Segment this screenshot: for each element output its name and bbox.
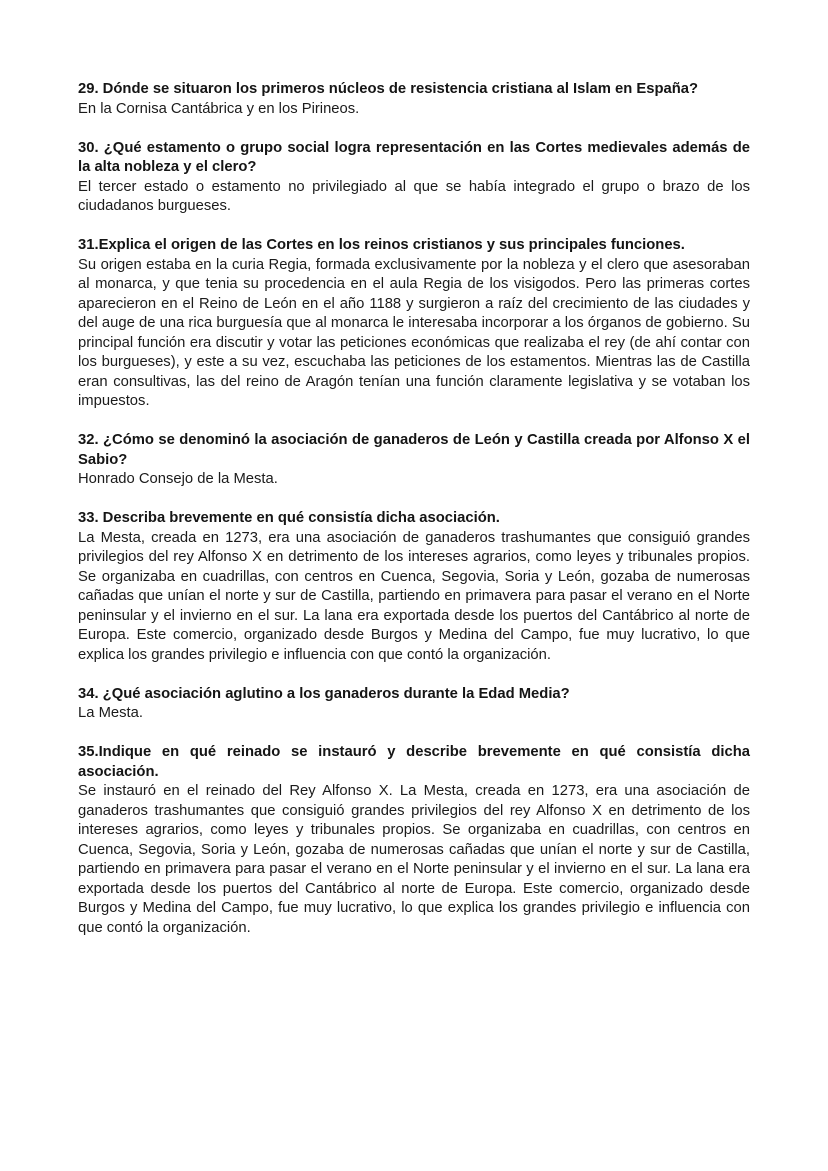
answer-text: La Mesta. [78,705,143,721]
answer-text: En la Cornisa Cantábrica y en los Pirineos. [78,100,360,117]
question-text: 35.Indique en qué reinado se instauró y describe brevemente en qué consistía dicha asociación. [78,744,750,780]
answer-text: La Mesta, creada en 1273, era una asociación de ganaderos trashumantes que consiguió grandes privilegios del rey Alfonso X en detrimento de los intereses agrarios, como leyes y tribunales propios. Se organizaba en cuadrillas, con centros en Cuenca, Segovia, Soria y León, gozaba de numerosas cañadas que unían el norte y sur de Castilla, partiendo en primavera para pasar el verano en el Norte peninsular y el invierno en el sur. La lana era exportada desde los puertos del Cantábrico al norte de Europa. Este comercio, organizado desde Burgos y Medina del Campo, fue muy lucrativo, lo que explica los grandes privilegio e influencia con que contó la organización. [78,529,750,663]
answer-text: Su origen estaba en la curia Regia, formada exclusivamente por la nobleza y el clero que asesoraban al monarca, y que tenia su procedencia en el aula Regia de los visigodos. Pero las primeras cortes aparecieron en el Reino de León en el año 1188 y surgieron a raíz del crecimiento de las ciudades y del auge de una rica burguesía que al monarca le interesaba incorporar a los órganos de gobierno. Su principal función era discutir y votar las peticiones económicas que realizaba el rey (de ahí contar con los burgueses), y este a su vez, escuchaba las peticiones de los estamentos. Mientras las de Castilla eran consultivas, las del reino de Aragón tenían una función claramente legislativa y se votaban los impuestos. [78,256,750,409]
question-text: 31.Explica el origen de las Cortes en los reinos cristianos y sus principales funciones. [78,237,685,253]
qa-block [78,139,750,217]
question-text: 34. ¿Qué asociación aglutino a los ganaderos durante la Edad Media? [78,685,570,702]
qa-block [78,685,750,724]
question-text: 33. Describa brevemente en qué consistía dicha asociación. [78,510,500,526]
qa-list [78,80,750,938]
qa-block [78,743,750,938]
qa-block [78,431,750,490]
answer-text: Honrado Consejo de la Mesta. [78,471,278,487]
answer-text: El tercer estado o estamento no privilegiado al que se había integrado el grupo o brazo de los ciudadanos burgueses. [78,178,750,214]
question-text: 32. ¿Cómo se denominó la asociación de ganaderos de León y Castilla creada por Alfonso X el Sabio? [78,432,750,468]
qa-block [78,509,750,665]
question-text: 29. Dónde se situaron los primeros núcleos de resistencia cristiana al Islam en España? [78,81,699,97]
answer-text: Se instauró en el reinado del Rey Alfonso X. La Mesta, creada en 1273, era una asociación de ganaderos trashumantes que consiguió grandes privilegios del rey Alfonso X en detrimento de los intereses agrarios, como leyes y tribunales propios. Se organizaba en cuadrillas, con centros en Cuenca, Segovia, Soria y León, gozaba de numerosas cañadas que unían el norte y sur de Castilla, partiendo en primavera para pasar el verano en el Norte peninsular y el invierno en el sur. La lana era exportada desde los puertos del Cantábrico al norte de Europa. Este comercio, organizado desde Burgos y Medina del Campo, fue muy lucrativo, lo que explica los grandes privilegio e influencia con que contó la organización. [78,783,750,936]
question-text: 30. ¿Qué estamento o grupo social logra representación en las Cortes medievales además de la alta nobleza y el clero? [78,139,750,175]
qa-block [78,236,750,412]
qa-block [78,80,750,119]
